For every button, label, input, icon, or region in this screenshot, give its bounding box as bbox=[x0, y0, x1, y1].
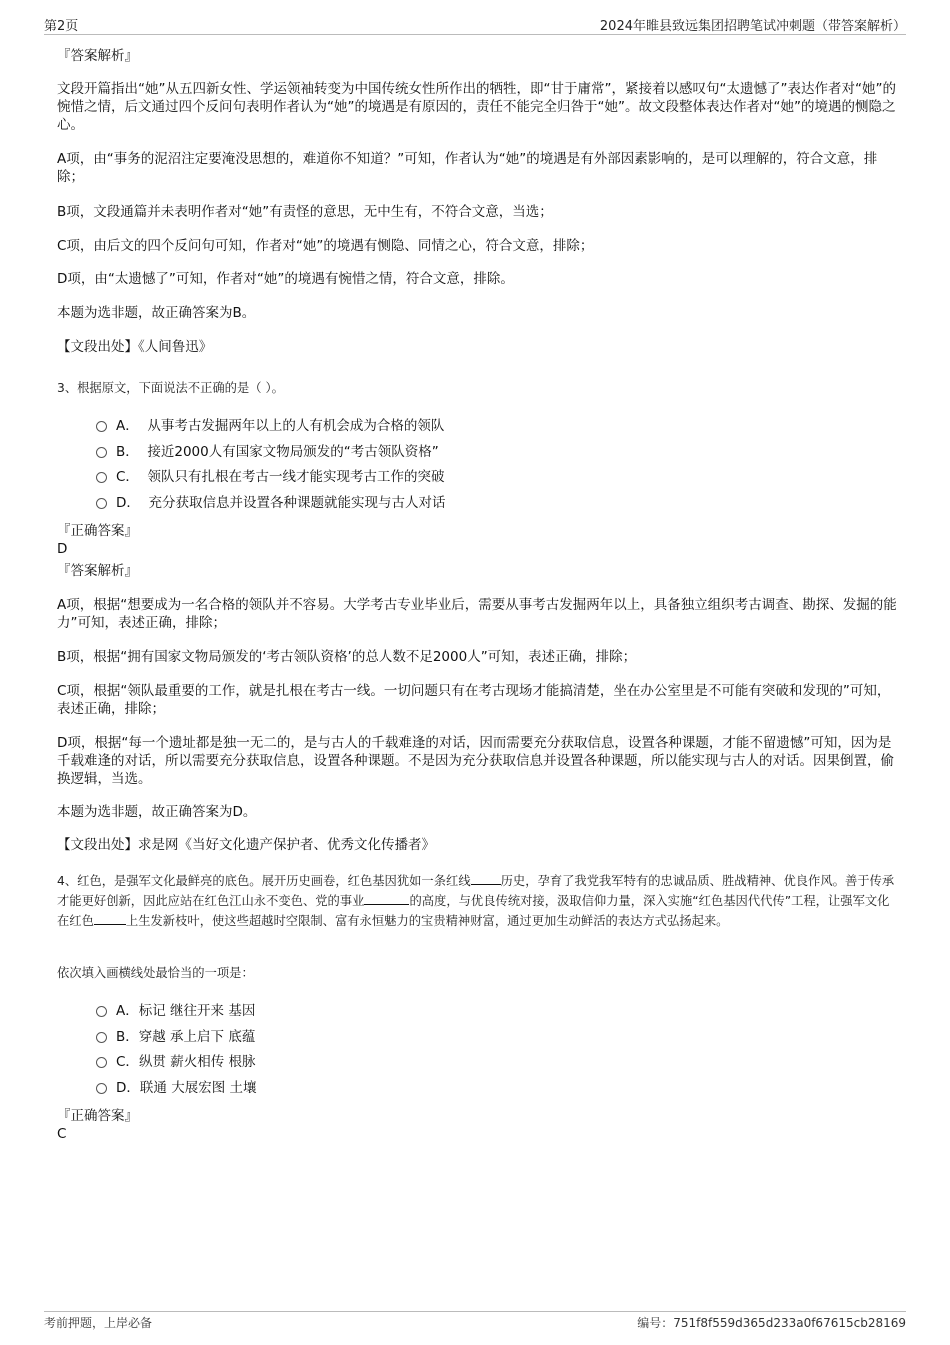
q4-answer: C bbox=[57, 1126, 67, 1142]
q3-option-d[interactable] bbox=[96, 494, 796, 512]
q2-source: 【文段出处】《人间鲁迅》 bbox=[57, 339, 213, 355]
q3-analysis-b: B项，根据“拥有国家文物局颁发的‘考古领队资格’的总人数不足2000人”可知，表述正确，排除； bbox=[57, 649, 637, 665]
footer-slogan: 考前押题，上岸必备 bbox=[44, 1316, 153, 1330]
fill-blank-1[interactable] bbox=[471, 872, 501, 885]
q4-option-d[interactable] bbox=[96, 1079, 796, 1097]
page-header bbox=[44, 14, 906, 35]
option-text: 充分获取信息并设置各种课题就能实现与古人对话 bbox=[148, 495, 446, 511]
radio-icon[interactable] bbox=[96, 1006, 107, 1017]
option-label: C． bbox=[116, 1054, 139, 1070]
option-label: B． bbox=[116, 1029, 139, 1045]
q3-analysis-d: D项，根据“每一个遗址都是独一无二的，是与古人的千载难逢的对话，因而需要充分获取信息，设置各种课题，才能不留遗憾”可知，因为是千载难逢的对话，所以需要充分获取信息，设置各种课题。不是因为充分获取信息并设置各种课题，所以能实现与古人的对话。因果倒置，偷换逻辑，当选。 bbox=[57, 735, 894, 787]
option-label: A． bbox=[116, 1003, 139, 1019]
radio-icon[interactable] bbox=[96, 1083, 107, 1094]
option-label: A． bbox=[116, 418, 139, 434]
option-text: 标记 继往开来 基因 bbox=[138, 1003, 256, 1019]
radio-icon[interactable] bbox=[96, 472, 107, 483]
page-number: 第2页 bbox=[44, 19, 79, 34]
option-label: D． bbox=[116, 1080, 140, 1096]
q3-stem: 3、根据原文，下面说法不正确的是（ ）。 bbox=[57, 381, 284, 395]
option-label: D． bbox=[116, 495, 140, 511]
q3-answer-label: 『正确答案』 bbox=[57, 523, 138, 539]
q3-source: 【文段出处】求是网《当好文化遗产保护者、优秀文化传播者》 bbox=[57, 837, 435, 853]
q2-analysis-c: C项，由后文的四个反问句可知，作者对“她”的境遇有恻隐、同情之心，符合文意，排除； bbox=[57, 238, 594, 254]
radio-icon[interactable] bbox=[96, 1032, 107, 1043]
q2-conclusion: 本题为选非题，故正确答案为B。 bbox=[57, 305, 256, 321]
q3-conclusion: 本题为选非题，故正确答案为D。 bbox=[57, 804, 257, 820]
page-footer bbox=[44, 1311, 906, 1330]
q2-analysis-intro: 文段开篇指出“她”从五四新女性、学运领袖转变为中国传统女性所作出的牺牲，即“甘于庸常”，紧接着以感叹句“太遗憾了”表达作者对“她”的惋惜之情，后文通过四个反问句表明作者认为“她”的境遇是有原因的，责任不能完全归咎于“她”。故文段整体表达作者对“她”的境遇的恻隐之心。 bbox=[57, 81, 896, 133]
q3-analysis-a: A项，根据“想要成为一名合格的领队并不容易。大学考古专业毕业后，需要从事考古发掘两年以上，具备独立组织考古调查、勘探、发掘的能力”可知，表述正确，排除； bbox=[57, 597, 897, 631]
option-label: C． bbox=[116, 469, 139, 485]
q2-analysis-a: A项，由“事务的泥沼注定要淹没思想的，难道你不知道？”可知，作者认为“她”的境遇是有外部因素影响的，是可以理解的，符合文意，排除； bbox=[57, 151, 878, 185]
q2-analysis-b: B项，文段通篇并未表明作者对“她”有责怪的意思，无中生有，不符合文意，当选； bbox=[57, 204, 553, 220]
q3-answer: D bbox=[57, 541, 68, 557]
q3-option-b[interactable] bbox=[96, 443, 796, 461]
option-text: 从事考古发掘两年以上的人有机会成为合格的领队 bbox=[147, 418, 445, 434]
option-label: B． bbox=[116, 444, 139, 460]
option-text: 接近2000人有国家文物局颁发的“考古领队资格” bbox=[147, 444, 439, 460]
radio-icon[interactable] bbox=[96, 421, 107, 432]
radio-icon[interactable] bbox=[96, 447, 107, 458]
q4-option-c[interactable] bbox=[96, 1053, 796, 1071]
document-code: 编号：751f8f559d365d233a0f67615cb28169 bbox=[637, 1316, 906, 1330]
radio-icon[interactable] bbox=[96, 498, 107, 509]
radio-icon[interactable] bbox=[96, 1057, 107, 1068]
q3-analysis-label: 『答案解析』 bbox=[57, 563, 138, 579]
q4-option-a[interactable] bbox=[96, 1002, 796, 1020]
q4-option-b[interactable] bbox=[96, 1028, 796, 1046]
option-text: 纵贯 薪火相传 根脉 bbox=[138, 1054, 256, 1070]
q3-option-c[interactable] bbox=[96, 468, 796, 486]
document-title: 2024年睢县致远集团招聘笔试冲刺题（带答案解析） bbox=[599, 19, 906, 34]
q4-stem: 4、红色，是强军文化最鲜亮的底色。展开历史画卷，红色基因犹如一条红线 历史，孕育了我党我军特有的忠诚品质、胜战精神、优良作风。善于传承才能更好创新，因此应站在红色江山永不变色、党的事业 的高度，与优良传统对接，汲取信仰力量，深入实施“红色基因代代传”工程，让强军文化在红色 上生发新枝叶，使这些超越时空限制、富有永恒魅力的宝贵精神财富，通过更加生动鲜活的表达方式弘扬起来。 bbox=[57, 874, 895, 928]
option-text: 领队只有扎根在考古一线才能实现考古工作的突破 bbox=[147, 469, 445, 485]
q2-analysis-d: D项，由“太遗憾了”可知，作者对“她”的境遇有惋惜之情，符合文意，排除。 bbox=[57, 271, 514, 287]
q3-option-a[interactable] bbox=[96, 417, 796, 435]
option-text: 联通 大展宏图 土壤 bbox=[139, 1080, 257, 1096]
q4-answer-label: 『正确答案』 bbox=[57, 1108, 138, 1124]
q3-analysis-c: C项，根据“领队最重要的工作，就是扎根在考古一线。一切问题只有在考古现场才能搞清楚，坐在办公室里是不可能有突破和发现的”可知，表述正确，排除； bbox=[57, 683, 891, 717]
fill-blank-3[interactable] bbox=[94, 912, 126, 925]
q2-analysis-label: 『答案解析』 bbox=[57, 48, 138, 64]
q4-prompt: 依次填入画横线处最恰当的一项是： bbox=[57, 966, 254, 980]
fill-blank-2[interactable] bbox=[364, 892, 409, 905]
option-text: 穿越 承上启下 底蕴 bbox=[138, 1029, 256, 1045]
